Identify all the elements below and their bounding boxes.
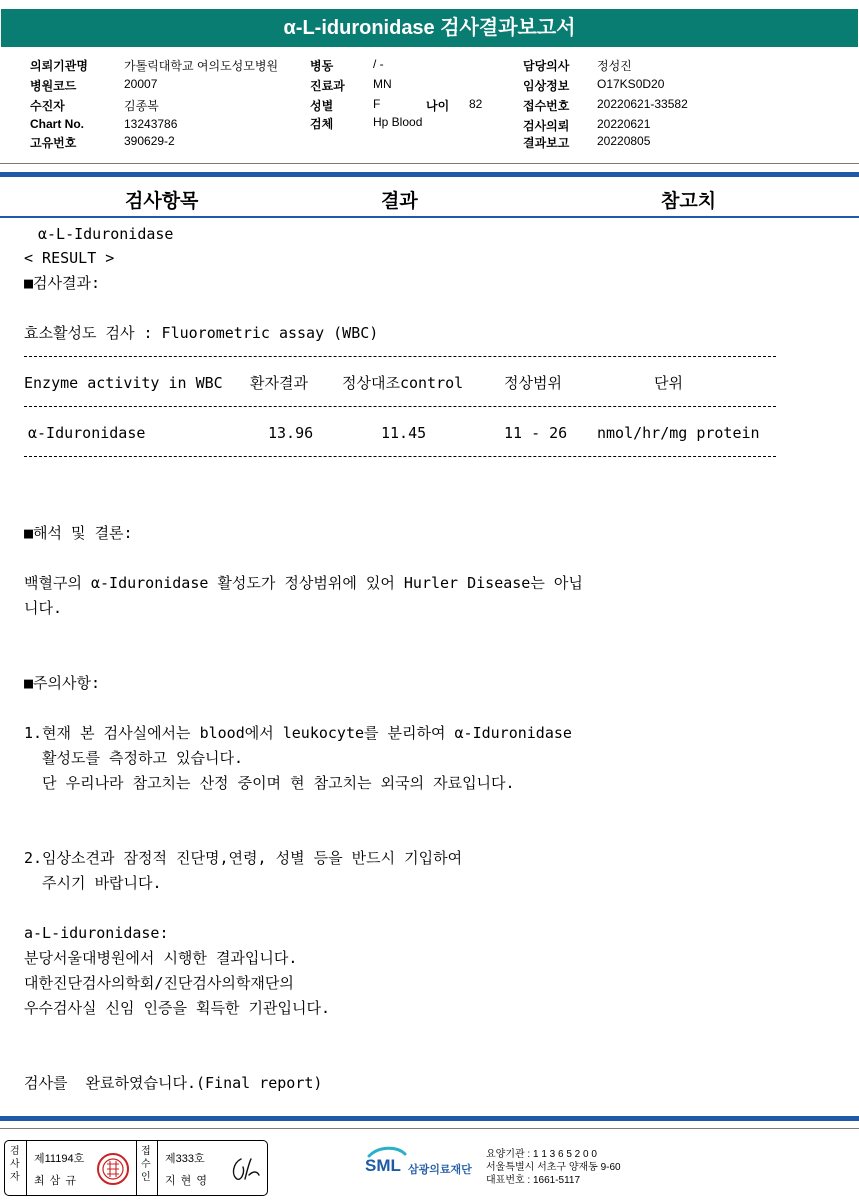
report-footer <box>0 1134 859 1204</box>
extra-line: 우수검사실 신임 인증을 획득한 기관입니다. <box>24 999 330 1017</box>
extra-line: 대한진단검사의학회/진단검사의학재단의 <box>24 974 294 992</box>
section-notes-heading: ■주의사항: <box>24 674 101 692</box>
interpret-line: 니다. <box>24 599 63 617</box>
org-phone: 대표번호 : 1661-5117 <box>486 1175 581 1186</box>
method-line: 효소활성도 검사 : Fluorometric assay (WBC) <box>24 324 379 342</box>
value-clinical-info: O17KS0D20 <box>597 77 665 91</box>
table-cell-analyte: α-Iduronidase <box>28 424 146 442</box>
signature-icon <box>227 1153 263 1185</box>
note-line: 단 우리나라 참고치는 산정 중이며 현 참고치는 외국의 자료입니다. <box>24 774 515 792</box>
label-institution: 의뢰기관명 <box>30 59 88 73</box>
value-report-date: 20220805 <box>597 134 651 148</box>
table-cell-range: 11 - 26 <box>504 424 568 442</box>
value-specimen: Hp Blood <box>373 115 423 129</box>
label-sex: 성별 <box>310 99 334 113</box>
interpret-line: 백혈구의 α-Iduronidase 활성도가 정상범위에 있어 Hurler Disease는 아닙 <box>24 574 583 592</box>
reviewer-name: 지 현 영 <box>165 1175 208 1187</box>
table-rule <box>24 456 776 457</box>
section-interpret-heading: ■해석 및 결론: <box>24 524 133 542</box>
final-report-line: 검사를 완료하였습니다.(Final report) <box>24 1074 323 1092</box>
table-rule <box>24 406 776 407</box>
table-rule <box>24 356 776 357</box>
label-patient: 수진자 <box>30 99 65 113</box>
label-clinical-info: 임상정보 <box>523 79 570 93</box>
value-sex: F <box>373 97 381 111</box>
note-line: 주시기 바랍니다. <box>24 874 162 892</box>
table-header-range: 정상범위 <box>504 374 562 392</box>
table-cell-control: 11.45 <box>381 424 427 442</box>
value-age: 82 <box>469 97 483 111</box>
note-line: 2.임상소견과 잠정적 진단명,연령, 성별 등을 반드시 기입하여 <box>24 849 463 867</box>
label-request-date: 검사의뢰 <box>523 119 570 133</box>
result-tag: < RESULT > <box>24 249 115 267</box>
column-header-reference: 참고치 <box>661 191 717 212</box>
org-name: 삼광의료재단 <box>408 1164 472 1176</box>
section-result-heading: ■검사결과: <box>24 274 101 292</box>
label-specimen: 검체 <box>310 117 334 131</box>
patient-info <box>0 52 859 156</box>
divider-line <box>0 216 859 218</box>
org-address: 서울특별시 서초구 양재동 9-60 <box>486 1162 621 1173</box>
value-chart-no: 13243786 <box>124 117 178 131</box>
value-ward: / - <box>373 57 384 71</box>
table-header-patient: 환자결과 <box>250 374 308 392</box>
note-line: 활성도를 측정하고 있습니다. <box>24 749 244 767</box>
reviewer-label: 접수인 <box>141 1146 151 1183</box>
org-logo <box>365 1144 485 1184</box>
divider-line <box>26 1141 27 1195</box>
tester-label: 검사자 <box>10 1146 20 1183</box>
divider-line <box>0 1128 859 1129</box>
divider-line <box>0 1116 859 1121</box>
label-doctor: 담당의사 <box>523 59 570 73</box>
seal-icon <box>96 1152 130 1186</box>
label-report-date: 결과보고 <box>523 136 570 150</box>
tester-name: 최 삼 규 <box>34 1175 77 1187</box>
label-chart-no: Chart No. <box>30 117 84 131</box>
value-unique-no: 390629-2 <box>124 134 175 148</box>
reviewer-license: 제333호 <box>165 1153 205 1165</box>
label-unique-no: 고유번호 <box>30 136 77 150</box>
org-logo-text: SML <box>365 1156 401 1175</box>
table-cell-patient-result: 13.96 <box>268 424 314 442</box>
signature-box <box>4 1140 268 1196</box>
org-info <box>486 1148 621 1187</box>
report-title: α-L-iduronidase 검사결과보고서 <box>1 9 858 47</box>
table-cell-unit: nmol/hr/mg protein <box>597 424 760 442</box>
value-patient: 김종복 <box>124 99 159 113</box>
note-line: 1.현재 본 검사실에서는 blood에서 leukocyte를 분리하여 α-Iduronidase <box>24 724 572 742</box>
table-header-control: 정상대조control <box>342 374 464 392</box>
table-header-enzyme: Enzyme activity in WBC <box>24 374 223 392</box>
label-hospital-code: 병원코드 <box>30 79 77 93</box>
extra-line: 분당서울대병원에서 시행한 결과입니다. <box>24 949 298 967</box>
org-code: 요양기관 : 1 1 3 6 5 2 0 0 <box>486 1149 597 1160</box>
value-request-date: 20220621 <box>597 117 651 131</box>
divider-line <box>0 163 859 164</box>
extra-line: a-L-iduronidase: <box>24 924 169 942</box>
divider-line <box>136 1141 137 1195</box>
table-header-unit: 단위 <box>654 374 683 392</box>
label-department: 진료과 <box>310 79 345 93</box>
label-age: 나이 <box>426 99 450 113</box>
divider-line <box>0 172 859 177</box>
value-doctor: 정성진 <box>597 59 632 73</box>
column-header-result: 결과 <box>381 191 418 212</box>
value-receipt-no: 20220621-33582 <box>597 97 688 111</box>
label-ward: 병동 <box>310 59 334 73</box>
value-department: MN <box>373 77 392 91</box>
label-receipt-no: 접수번호 <box>523 99 570 113</box>
tester-license: 제11194호 <box>34 1153 85 1165</box>
test-name: α-L-Iduronidase <box>38 225 174 243</box>
value-institution: 가톨릭대학교 여의도성모병원 <box>124 59 279 73</box>
divider-line <box>157 1141 158 1195</box>
column-header-item: 검사항목 <box>125 191 199 212</box>
value-hospital-code: 20007 <box>124 77 158 91</box>
